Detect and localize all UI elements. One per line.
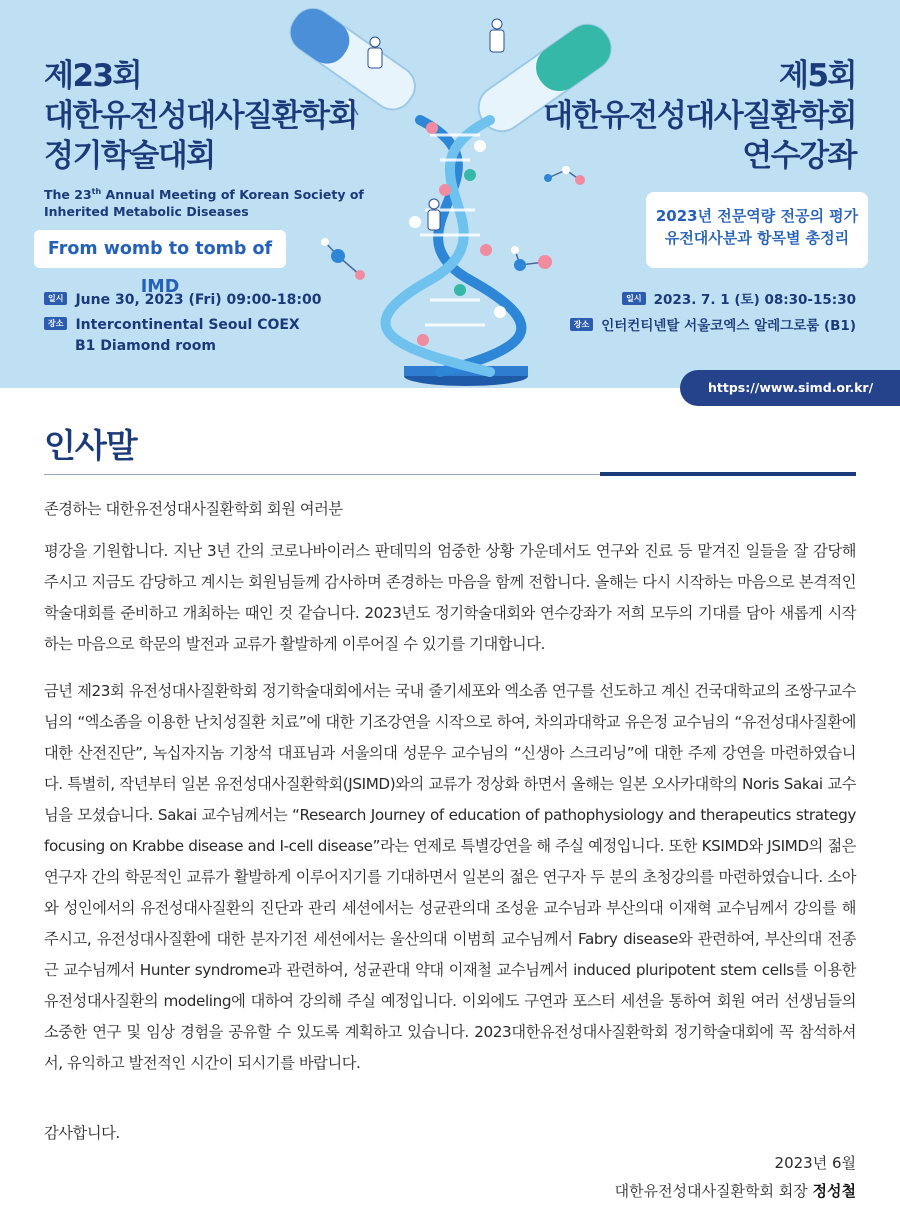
event-banner (0, 0, 900, 388)
course-title (543, 56, 856, 176)
title-line: 제23회 (44, 58, 142, 94)
annual-meeting-english-title: The 23th Annual Meeting of Korean Society of Inherited Metabolic Diseases (44, 187, 364, 220)
course-theme: 2023년 전문역량 전공의 평가 유전대사분과 항목별 총정리 (646, 192, 868, 268)
title-line: 제5회 (779, 58, 856, 94)
course-venue: 장소 인터컨티넨탈 서울코엑스 알레그로룸 (B1) (570, 316, 856, 336)
paragraph: 금년 제23회 유전성대사질환학회 정기학술대회에서는 국내 줄기세포와 엑소좀 연구를 선도하고 계신 건국대학교의 조쌍구교수님의 “엑소좀을 이용한 난치성질환 치료”에 대한 기조강연을 시작으로 하여, 차의과대학교 유은정 교수님의 “유전성대사질환에 대한 산전진단”, 녹십자지놈 기창석 대표님과 서울의대 성문우 교수님의 “신생아 스크리닝”에 대한 주제 강연을 마련하였습니다. 특별히, 작년부터 일본 유전성대사질환학회(JSIMD)와의 교류가 정상화 하면서 올해는 일본 오사카대학의 Noris Sakai 교수님을 모셨습니다. Sakai 교수님께서는 “Research Journey of education of pathophysiology and therapeutics strategy focusing on Krabbe disease and I-cell disease”라는 연제로 특별강연을 해 주실 예정입니다. 또한 KSIMD와 JSIMD의 젊은 연구자 간의 학문적인 교류가 활발하게 이루어지기를 기대하면서 일본의 젊은 연구자 두 분의 초청강의를 마련하였습니다. 소아와 성인에서의 유전성대사질환의 진단과 관리 세션에서는 성균관의대 조성윤 교수님과 부산의대 이재혁 교수님께서 강의를 해주시고, 유전성대사질환에 대한 분자기전 세션에서는 울산의대 이범희 교수님께서 Fabry disease와 관련하여, 부산의대 전종근 교수님께서 Hunter syndrome과 관련하여, 성균관대 약대 이재철 교수님께서 induced pluripotent stem cells를 이용한 유전성대사질환의 modeling에 대하여 강의해 주실 예정입니다. 이외에도 구연과 포스터 세션을 통하여 회원 여러 선생님들의 소중한 연구 및 임상 경험을 공유할 수 있도록 계획하고 있습니다. 2023대한유전성대사질환학회 정기학술대회에 꼭 참석하셔서, 유익하고 발전적인 시간이 되시기를 바랍니다. (44, 682, 856, 1072)
title-line: 대한유전성대사질환학회 (543, 98, 856, 134)
title-line: 정기학술대회 (44, 138, 215, 174)
date-tag: 일시 (622, 292, 645, 305)
course-date: 일시 2023. 7. 1 (토) 08:30-15:30 (622, 290, 856, 310)
letter-date: 2023년 6월 (774, 1154, 856, 1172)
meeting-theme: From womb to tomb of IMD (34, 230, 286, 268)
date-tag: 일시 (44, 292, 67, 305)
salutation: 존경하는 대한유전성대사질환학회 회원 여러분 (44, 500, 343, 518)
website-link[interactable]: https://www.simd.or.kr/ (680, 370, 900, 406)
page-title: 인사말 (44, 426, 137, 465)
annual-meeting-title (44, 56, 357, 176)
meeting-date: 일시 June 30, 2023 (Fri) 09:00-18:00 (44, 290, 321, 311)
title-line: 연수강좌 (742, 138, 856, 174)
paragraph: 평강을 기원합니다. 지난 3년 간의 코로나바이러스 판데믹의 엄중한 상황 가운데서도 연구와 진료 등 맡겨진 일들을 잘 감당해 주시고 지금도 감당하고 계시는 회원님들께 감사하며 존경하는 마음을 함께 전합니다. 올해는 다시 시작하는 마음으로 본격적인 학술대회를 준비하고 개최하는 때인 것 같습니다. 2023년도 정기학술대회와 연수강좌가 저희 모두의 기대를 담아 새롭게 시작하는 마음으로 학문의 발전과 교류가 활발하게 이루어질 수 있기를 기대합니다. (44, 542, 856, 653)
title-divider-accent (600, 472, 856, 476)
signer-name: 정성철 (812, 1182, 856, 1200)
signature (615, 1180, 856, 1201)
closing: 감사합니다. (44, 1124, 120, 1142)
meeting-venue: 장소 Intercontinental Seoul COEX B1 Diamond room (44, 315, 300, 357)
venue-tag: 장소 (570, 318, 593, 331)
signer-role: 대한유전성대사질환학회 회장 (614, 1182, 808, 1200)
title-line: 대한유전성대사질환학회 (44, 98, 357, 134)
venue-tag: 장소 (44, 317, 67, 330)
